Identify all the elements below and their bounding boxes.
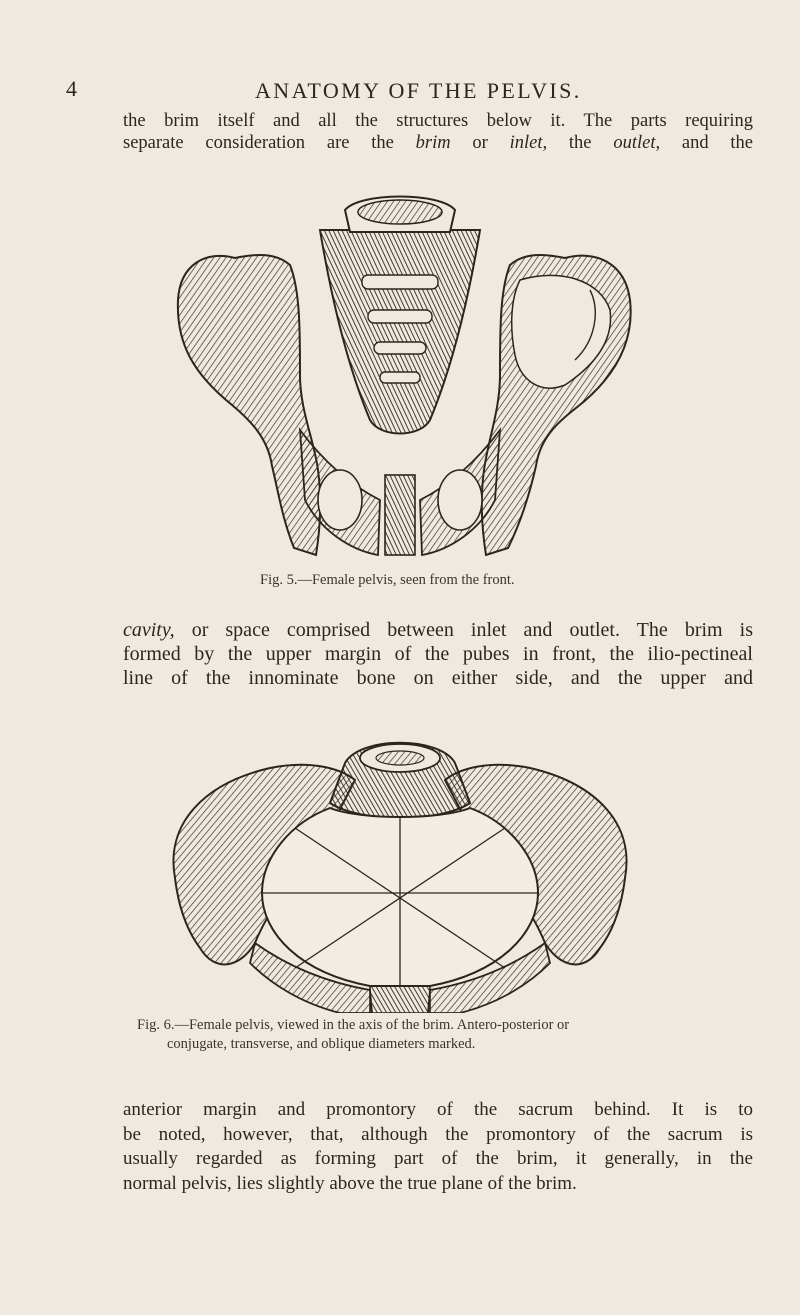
paragraph-line: formed by the upper margin of the pubes in front, the ilio-pectineal: [123, 643, 753, 665]
text-run: separate consideration are the: [123, 133, 416, 153]
term-inlet: inlet,: [509, 133, 548, 153]
paragraph-line: [123, 132, 753, 154]
paragraph-top: [123, 110, 753, 154]
figure-6: [0, 728, 800, 1013]
text-run: and the: [660, 133, 753, 153]
paragraph-line: [123, 618, 753, 642]
paragraph-line: be noted, however, that, although the promontory of the sacrum is: [123, 1123, 753, 1145]
paragraph-line: line of the innominate bone on either side, and the upper and: [123, 667, 753, 689]
figure-6-caption: [137, 1016, 747, 1054]
pelvis-front-illustration: [0, 170, 800, 570]
paragraph-line: the brim itself and all the structures below it. The parts requiring: [123, 111, 753, 131]
text-run: the: [547, 133, 614, 153]
term-cavity: cavity,: [123, 619, 175, 641]
text-run: or: [450, 133, 510, 153]
term-outlet: outlet,: [613, 133, 661, 153]
paragraph-line: anterior margin and promontory of the sacrum behind. It is to: [123, 1099, 753, 1120]
caption-line: Fig. 6.—Female pelvis, viewed in the axis of the brim. Antero-posterior or: [137, 1017, 570, 1033]
figure-5: [0, 170, 800, 570]
caption-line: conjugate, transverse, and oblique diameters marked.: [167, 1036, 476, 1052]
paragraph-line: normal pelvis, lies slightly above the true plane of the brim.: [123, 1172, 577, 1194]
paragraph-middle: [123, 618, 753, 690]
text-run: or space comprised between inlet and outlet. The brim is: [174, 619, 753, 641]
term-brim: brim: [415, 133, 451, 153]
paragraph-line: usually regarded as forming part of the brim, it generally, in the: [123, 1148, 753, 1169]
figure-5-caption: Fig. 5.—Female pelvis, seen from the front.: [260, 572, 515, 588]
page-number: 4: [66, 76, 77, 101]
running-title: ANATOMY OF THE PELVIS.: [255, 78, 582, 103]
pelvis-brim-illustration: [0, 728, 800, 1013]
page-header: [0, 76, 800, 110]
paragraph-bottom: [123, 1098, 753, 1196]
